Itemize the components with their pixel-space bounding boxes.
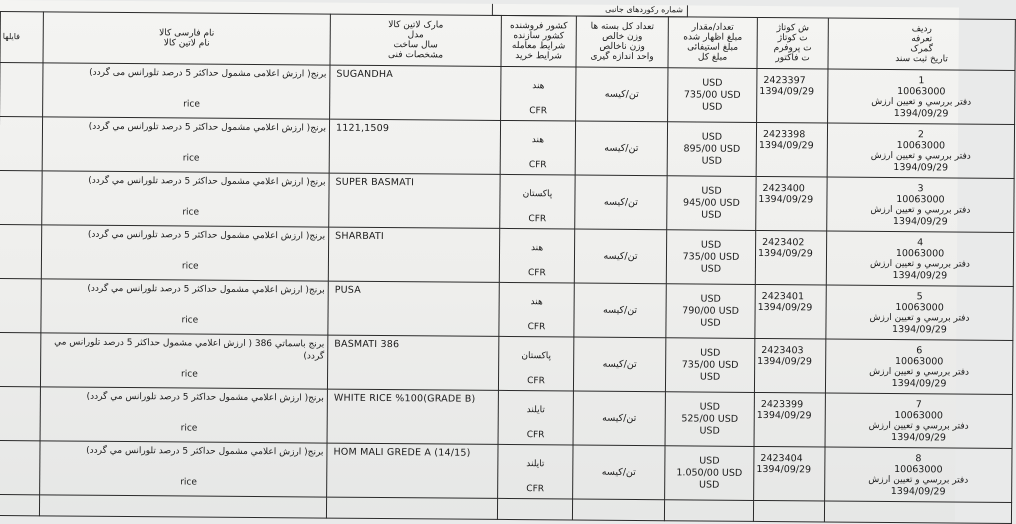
- row-info-cell: [825, 447, 1012, 502]
- goods-persian-name: برنج( ارزش اعلامي مشمول حداكثر 5 درصد تلورانس مي گردد): [86, 391, 324, 404]
- tariff-code: 10063000: [894, 463, 943, 475]
- registration-date: 1394/09/29: [893, 107, 949, 119]
- goods-name-cell: [42, 171, 329, 227]
- amount-line-2: 945/00 USD: [683, 196, 740, 209]
- cottage-date: 1394/09/29: [758, 139, 814, 152]
- brand-name: WHITE RICE %100(GRADE B): [333, 392, 476, 405]
- files-cell: [0, 386, 40, 440]
- cottage-number: 2423403: [761, 344, 804, 357]
- brand-name: BASMATI 386: [334, 338, 400, 351]
- row-number: 8: [915, 452, 922, 464]
- amount-line-2: 735/00 USD: [682, 250, 740, 263]
- amount-line-2: 790/00 USD: [682, 304, 739, 317]
- goods-persian-name: برنج( ارزش اعلامي مشمول حداكثر 5 درصد تلورانس مي گردد): [88, 121, 327, 134]
- cottage-cell: [754, 392, 825, 447]
- files-cell: [0, 332, 41, 386]
- origin-country: هند: [530, 297, 543, 308]
- amount-line-1: USD: [699, 455, 720, 467]
- goods-persian-name: برنج( ارزش اعلامي مشمول حداكثر 5 درصد تلورانس مي گردد): [86, 445, 324, 458]
- origin-country: پاکستان: [522, 189, 553, 200]
- header-row: [0, 12, 1015, 71]
- amount-line-1: USD: [701, 185, 722, 197]
- cottage-cell: [754, 446, 825, 501]
- origin-cell: [498, 390, 573, 445]
- header-files: فایلها: [0, 12, 43, 63]
- amount-line-1: USD: [700, 293, 721, 305]
- goods-name-cell: [43, 63, 330, 119]
- registration-date: 1394/09/29: [891, 377, 947, 389]
- customs-office: دفتر بررسي و تعيين ارزش: [869, 366, 970, 378]
- origin-country: هند: [531, 135, 545, 146]
- amount-cell: [668, 68, 757, 123]
- cottage-number: 2423402: [762, 236, 805, 249]
- amount-cell: [665, 446, 754, 501]
- package-unit: تن/کیسه: [576, 67, 668, 122]
- origin-cell: [498, 336, 573, 391]
- registration-date: 1394/09/29: [892, 323, 947, 335]
- partial-cell: [572, 499, 664, 521]
- goods-name-cell: [42, 117, 329, 173]
- customs-office: دفتر بررسي و تعيين ارزش: [868, 420, 969, 432]
- tariff-code: 10063000: [896, 193, 945, 205]
- package-unit: تن/کیسه: [573, 445, 665, 500]
- partial-cell: [497, 498, 572, 520]
- customs-office: دفتر بررسي و تعيين ارزش: [870, 150, 971, 162]
- amount-line-1: USD: [699, 401, 721, 413]
- cottage-number: 2423400: [762, 182, 805, 195]
- header-amount: تعداد/مقدار مبلغ اظهار شده مبلغ استیفائی مبلغ کل: [668, 17, 757, 69]
- amount-line-2: 1.050/00 USD: [676, 466, 743, 479]
- amount-cell: [666, 284, 755, 339]
- amount-line-3: USD: [700, 317, 721, 329]
- table-row: [0, 117, 1015, 179]
- amount-line-1: USD: [700, 347, 721, 359]
- goods-name-cell: [40, 333, 327, 389]
- header-row-info: ردیف تعرفه گمرک تاریخ ثبت سند: [828, 18, 1015, 70]
- header-packages: تعداد کل بسته ها وزن خالص وزن ناخالص واحد اندازه گیری: [576, 16, 668, 68]
- header-goods-name: نام فارسی کالا نام لاتین کالا: [43, 12, 330, 65]
- origin-cell: [500, 120, 575, 175]
- cottage-number: 2423401: [761, 290, 805, 303]
- brand-cell: [329, 119, 500, 174]
- header-brand: مارک لاتین کالا مدل سال ساخت مشخصات فنی: [330, 14, 501, 66]
- table-row: [0, 332, 1013, 394]
- origin-cell: [501, 66, 576, 121]
- cottage-date: 1394/09/29: [756, 463, 812, 476]
- registration-date: 1394/09/29: [890, 485, 946, 497]
- cottage-cell: [756, 176, 827, 231]
- row-info-cell: [826, 285, 1013, 340]
- goods-latin-name: rice: [182, 153, 200, 164]
- brand-cell: [328, 281, 499, 336]
- amount-line-2: 735/00 USD: [683, 88, 741, 101]
- cottage-date: 1394/09/29: [758, 193, 814, 206]
- trade-terms: CFR: [529, 106, 548, 117]
- origin-cell: [499, 228, 574, 283]
- header-origin: کشور فروشنده کشور سازنده شرایط معامله شرایط خرید: [501, 15, 576, 67]
- trade-terms: CFR: [527, 268, 546, 279]
- package-unit: تن/کیسه: [574, 229, 666, 284]
- partial-cell: [39, 495, 326, 518]
- partial-cell: [664, 500, 753, 522]
- cottage-date: 1394/09/29: [756, 409, 812, 422]
- row-number: 1: [918, 74, 925, 86]
- amount-line-2: 735/00 USD: [681, 358, 739, 371]
- files-cell: [0, 117, 43, 171]
- package-unit: تن/کیسه: [573, 391, 665, 446]
- origin-cell: [500, 174, 575, 229]
- tariff-code: 10063000: [894, 409, 943, 421]
- amount-line-3: USD: [699, 479, 720, 491]
- files-cell: [0, 170, 42, 224]
- row-info-cell: [827, 177, 1014, 232]
- customs-office: دفتر بررسي و تعيين ارزش: [870, 204, 971, 216]
- brand-cell: [328, 227, 499, 282]
- origin-country: هند: [530, 243, 544, 254]
- goods-latin-name: rice: [180, 423, 198, 434]
- goods-latin-name: rice: [183, 99, 200, 110]
- goods-name-cell: [41, 225, 328, 281]
- tariff-code: 10063000: [895, 301, 944, 313]
- goods-latin-name: rice: [180, 477, 197, 488]
- trade-terms: CFR: [528, 160, 547, 171]
- row-number: 5: [916, 290, 923, 302]
- amount-cell: [665, 392, 754, 447]
- customs-goods-table: [0, 11, 1016, 524]
- cottage-date: 1394/09/29: [759, 85, 815, 98]
- goods-latin-name: rice: [181, 261, 199, 272]
- row-info-cell: [826, 231, 1013, 286]
- package-unit: تن/کیسه: [573, 337, 665, 392]
- table-row: [0, 224, 1014, 286]
- row-info-cell: [825, 339, 1012, 394]
- partial-cell: [0, 494, 40, 515]
- origin-country: تایلند: [526, 405, 545, 416]
- table-row: [0, 63, 1015, 125]
- goods-latin-name: rice: [181, 369, 198, 380]
- brand-cell: [327, 335, 498, 390]
- package-unit: تن/کیسه: [575, 121, 667, 176]
- customs-office: دفتر بررسي و تعيين ارزش: [869, 312, 970, 324]
- customs-office: دفتر بررسي و تعيين ارزش: [868, 474, 969, 486]
- goods-persian-name: برنج( ارزش اعلامي مشمول حداكثر 5 درصد تلورانس مي گردد): [88, 175, 326, 188]
- amount-cell: [665, 338, 754, 393]
- amount-line-1: USD: [700, 239, 722, 251]
- tariff-code: 10063000: [896, 139, 946, 151]
- partial-cell: [824, 501, 1011, 523]
- amount-line-1: USD: [701, 131, 723, 143]
- brand-cell: [327, 443, 498, 498]
- table-row: [0, 386, 1012, 448]
- goods-persian-name: برنج( ارزش اعلامي مشمول حداكثر 5 درصد تلورانس مي گردد): [87, 229, 326, 242]
- row-number: 7: [915, 398, 922, 410]
- registration-date: 1394/09/29: [891, 431, 947, 443]
- trade-terms: CFR: [526, 484, 545, 495]
- amount-cell: [667, 122, 756, 177]
- package-unit: تن/کیسه: [575, 175, 667, 230]
- brand-name: 1121,1509: [335, 122, 390, 135]
- customs-office: دفتر بررسي و تعيين ارزش: [869, 258, 970, 270]
- package-unit: تن/کیسه: [574, 283, 666, 338]
- row-info-cell: [825, 393, 1012, 448]
- amount-line-3: USD: [700, 263, 722, 275]
- amount-line-1: USD: [702, 77, 723, 89]
- files-cell: [0, 63, 43, 117]
- goods-persian-name: برنج( ارزش اعلامي مشمول حداكثر 5 درصد تلورانس مي گردد): [87, 283, 325, 296]
- cottage-cell: [755, 284, 826, 339]
- trade-terms: CFR: [526, 430, 545, 441]
- row-info-cell: [828, 69, 1015, 124]
- brand-cell: [327, 389, 498, 444]
- brand-cell: [330, 65, 501, 120]
- tariff-code: 10063000: [894, 355, 944, 367]
- trade-terms: CFR: [527, 322, 546, 333]
- amount-line-3: USD: [701, 101, 723, 113]
- cottage-number: 2423397: [763, 74, 806, 87]
- cottage-number: 2423398: [762, 128, 806, 141]
- amount-cell: [667, 176, 756, 231]
- registration-date: 1394/09/29: [893, 161, 949, 173]
- registration-date: 1394/09/29: [892, 269, 948, 281]
- registration-date: 1394/09/29: [892, 215, 948, 227]
- amount-cell: [666, 230, 755, 285]
- origin-cell: [499, 282, 574, 337]
- goods-name-cell: [41, 279, 328, 335]
- amount-line-3: USD: [699, 371, 721, 383]
- goods-persian-name: برنج( ارزش اعلامی مشمول حداکثر 5 درصد تلورانس می گردد): [89, 67, 327, 80]
- origin-country: پاکستان: [521, 351, 552, 362]
- cottage-cell: [754, 338, 825, 393]
- row-number: 3: [917, 182, 924, 194]
- amount-line-3: USD: [701, 155, 722, 167]
- row-number: 2: [917, 128, 925, 140]
- cottage-number: 2423399: [760, 398, 804, 411]
- cottage-date: 1394/09/29: [757, 301, 813, 314]
- table-row: [0, 440, 1012, 502]
- cottage-date: 1394/09/29: [757, 247, 813, 260]
- brand-name: PUSA: [334, 284, 361, 296]
- cottage-cell: [757, 68, 828, 123]
- partial-cell: [753, 500, 824, 522]
- tariff-code: 10063000: [895, 247, 945, 259]
- brand-name: HOM MALI GREDE A (14/15): [333, 446, 471, 459]
- origin-cell: [498, 444, 573, 499]
- cottage-cell: [755, 230, 826, 285]
- brand-name: SUGANDHA: [336, 68, 393, 81]
- brand-cell: [329, 173, 500, 228]
- goods-name-cell: [40, 387, 327, 443]
- brand-name: SUPER BASMATI: [335, 176, 415, 189]
- amount-line-2: 525/00 USD: [681, 412, 739, 425]
- table-row: [0, 170, 1014, 232]
- files-cell: [0, 224, 42, 278]
- side-records-caption: شماره رکوردهای جانبی: [492, 4, 688, 18]
- goods-latin-name: rice: [181, 315, 199, 326]
- cottage-cell: [756, 122, 827, 177]
- origin-country: هند: [532, 81, 545, 92]
- row-number: 6: [916, 344, 923, 356]
- trade-terms: CFR: [527, 376, 545, 387]
- partial-cell: [326, 497, 497, 519]
- header-cottage: ش کوتاژ ت کوتاژ ت پروفرم ت فاکتور: [757, 17, 828, 69]
- customs-office: دفتر بررسي و تعيين ارزش: [871, 96, 972, 108]
- files-cell: [0, 278, 41, 332]
- cottage-date: 1394/09/29: [757, 355, 812, 368]
- table-row: [0, 278, 1013, 340]
- goods-persian-name: برنج باسماتي 386 ( ارزش اعلامي مشمول حداكثر 5 درصد تلورانس مي گردد): [54, 337, 325, 362]
- amount-line-2: 895/00 USD: [683, 142, 741, 155]
- amount-line-3: USD: [699, 425, 720, 437]
- tariff-code: 10063000: [897, 85, 946, 97]
- brand-name: SHARBATI: [335, 230, 384, 243]
- files-cell: [0, 440, 40, 494]
- trade-terms: CFR: [528, 214, 547, 225]
- row-info-cell: [827, 123, 1014, 178]
- goods-latin-name: rice: [182, 207, 200, 218]
- amount-line-3: USD: [701, 209, 722, 221]
- goods-name-cell: [40, 441, 327, 497]
- cottage-number: 2423404: [760, 452, 803, 465]
- row-number: 4: [917, 236, 924, 248]
- origin-country: تایلند: [526, 459, 545, 470]
